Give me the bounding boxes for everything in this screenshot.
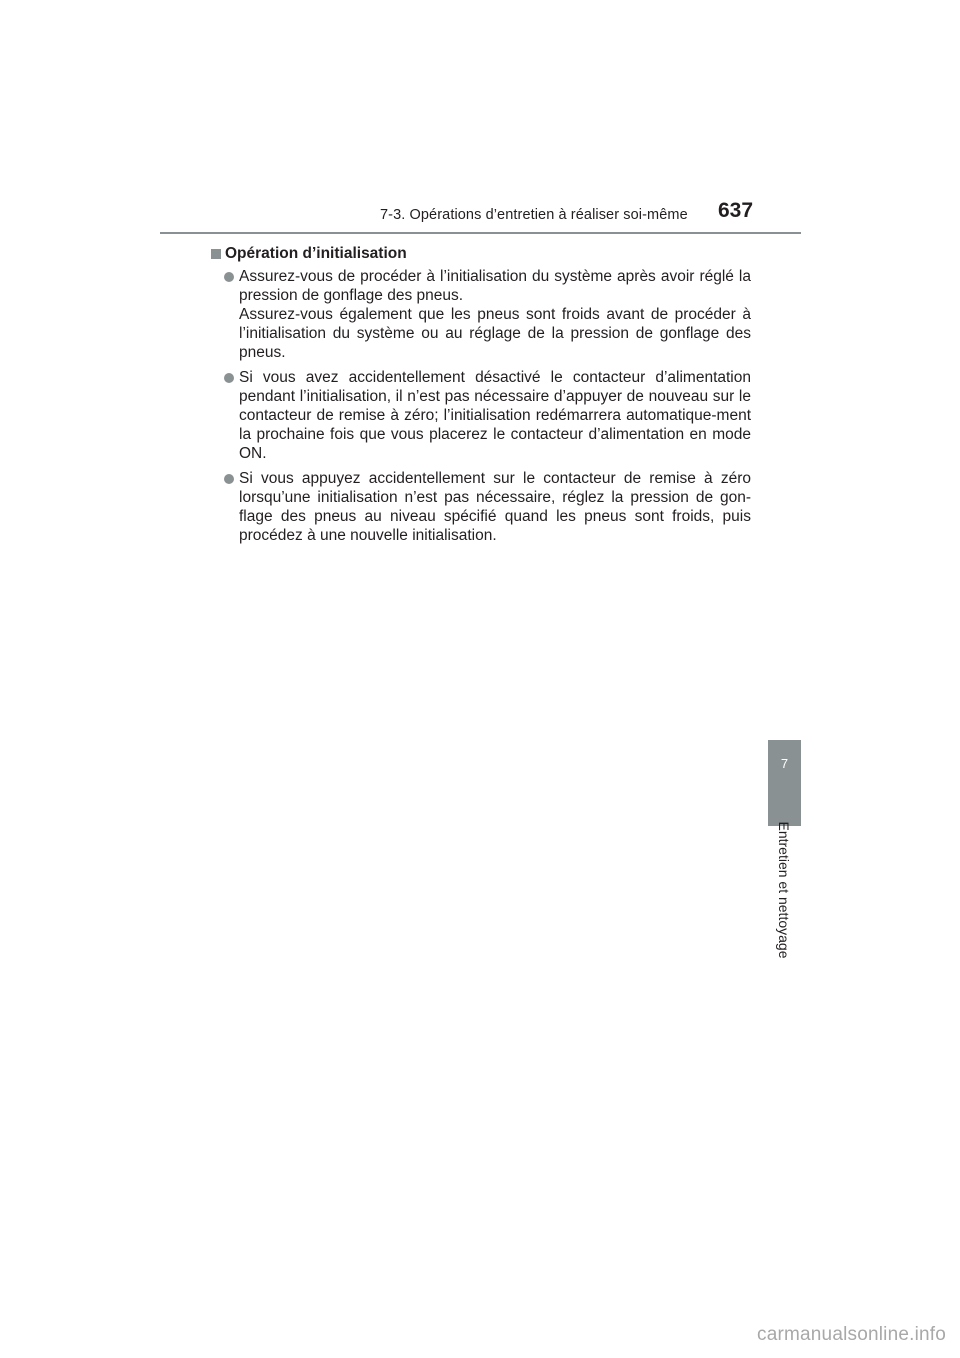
bullet-paragraph: Assurez-vous également que les pneus sont froids avant de procéder à l’initialisation du système ou au réglage de la pression de gonflage des pneus.: [239, 306, 751, 361]
watermark: carmanualsonline.info: [757, 1324, 947, 1345]
header-section-title: 7-3. Opérations d’entretien à réaliser soi-même: [380, 207, 688, 223]
bullet-paragraph: Si vous avez accidentellement désactivé le contacteur d’alimentation pendant l’initialisation, il n’est pas nécessaire d’appuyer de nouveau sur le contacteur de remise à zéro; l’initialisation redémarrera automatique-ment la prochaine fois que vous placerez le contacteur d’alimentation en mode ON.: [239, 369, 751, 462]
section-content: [211, 244, 751, 551]
square-bullet-icon: [211, 249, 221, 259]
bullet-item: [211, 368, 751, 463]
header-divider: [160, 232, 801, 234]
chapter-number: 7: [780, 756, 789, 771]
bullet-paragraph: Assurez-vous de procéder à l’initialisation du système après avoir réglé la pression de gonflage des pneus.: [239, 268, 751, 304]
bullet-paragraph: Si vous appuyez accidentellement sur le contacteur de remise à zéro lorsqu’une initialisation n’est pas nécessaire, réglez la pression de gon-flage des pneus au niveau spécifié quand les pneus sont froids, puis procédez à une nouvelle initialisation.: [239, 470, 751, 544]
circle-bullet-icon: [224, 272, 234, 282]
bullet-item: [211, 267, 751, 362]
circle-bullet-icon: [224, 373, 234, 383]
section-heading-text: Opération d’initialisation: [225, 245, 407, 262]
page-number: 637: [718, 199, 754, 222]
bullet-item: [211, 469, 751, 545]
section-heading: [211, 244, 751, 263]
chapter-title-vertical: Entretien et nettoyage: [776, 821, 792, 959]
circle-bullet-icon: [224, 474, 234, 484]
chapter-tab: [768, 740, 801, 826]
